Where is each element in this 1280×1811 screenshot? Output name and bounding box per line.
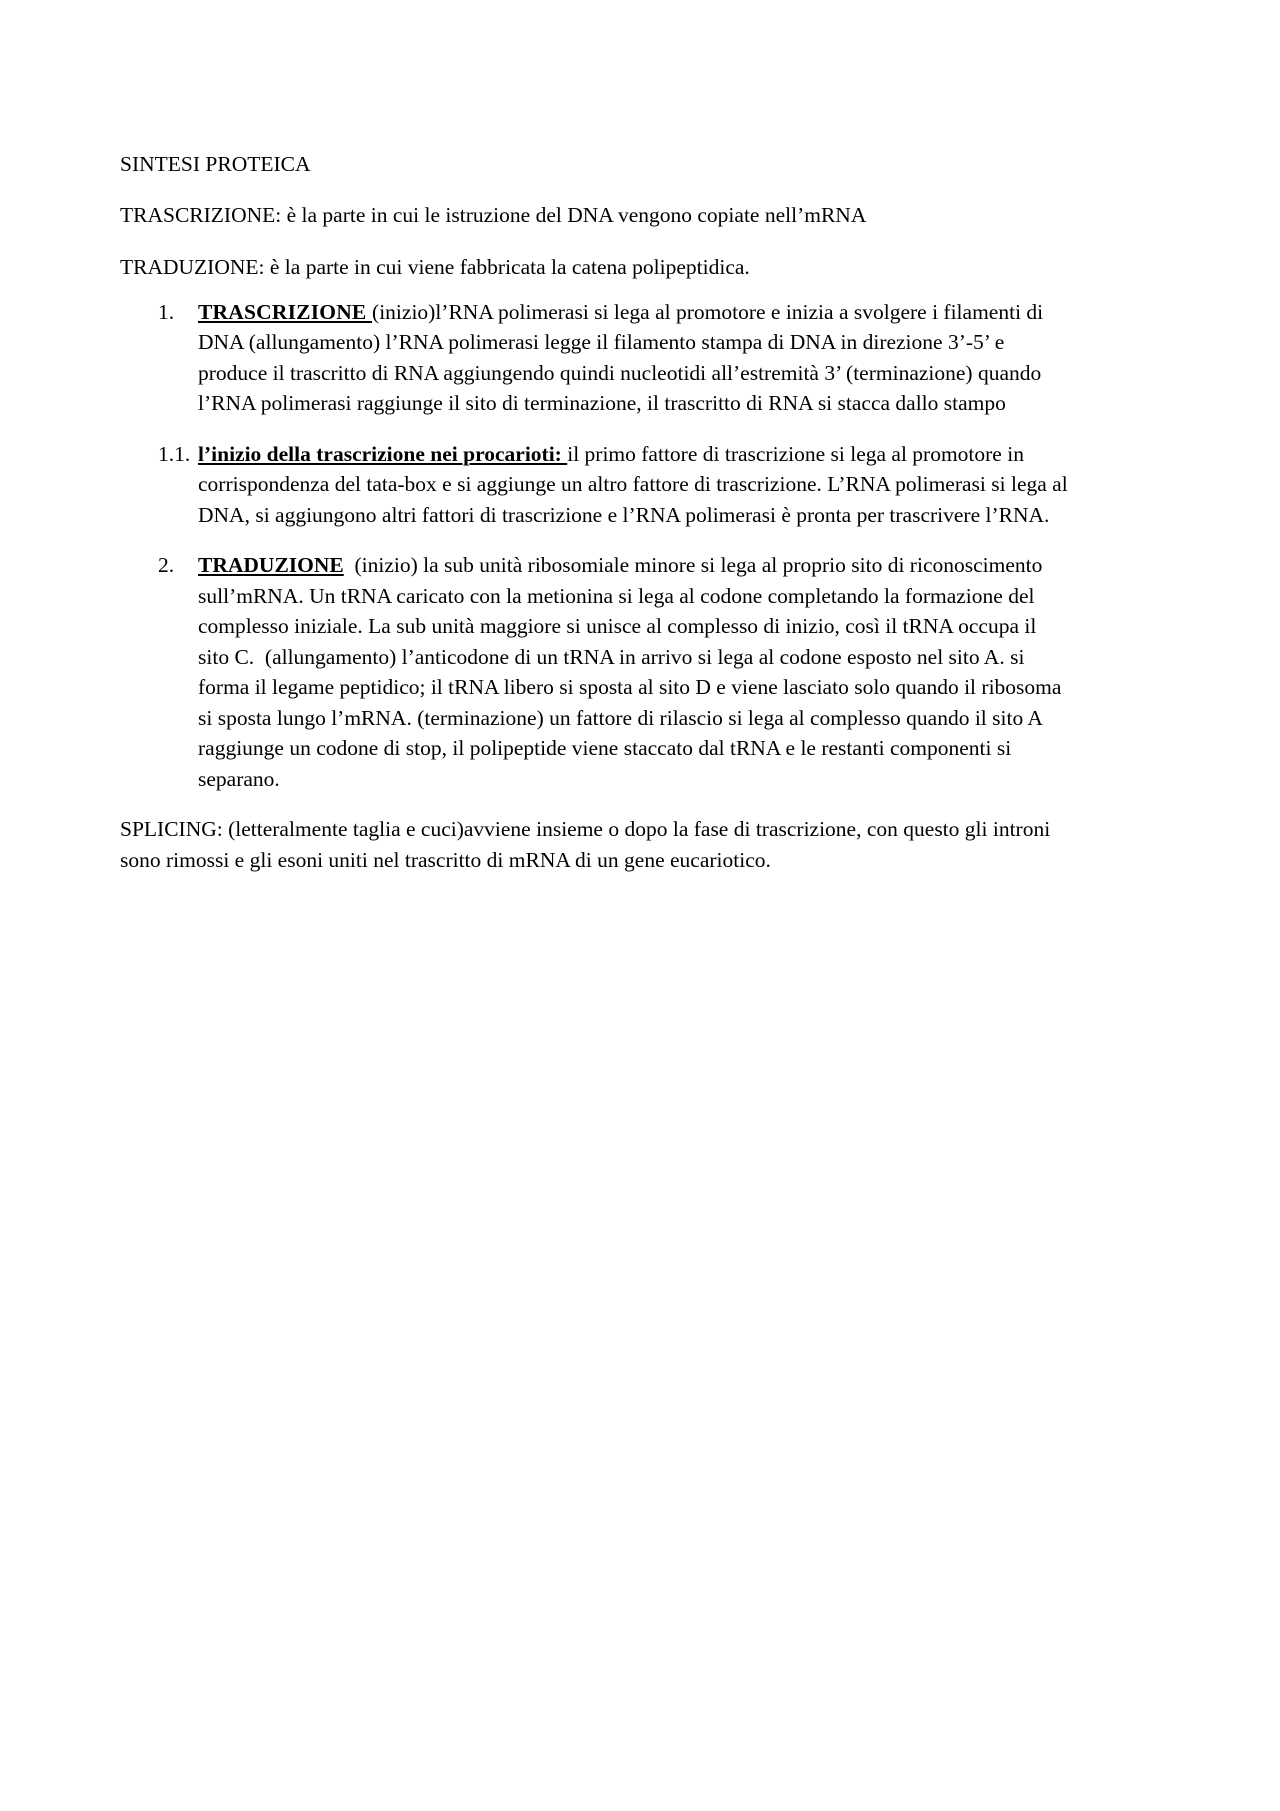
list-item-line: sito C. (allungamento) l’anticodone di un tRNA in arrivo si lega al codone esposto nel sito A. si xyxy=(198,644,1025,669)
keyword-trascrizione: TRASCRIZIONE xyxy=(198,299,373,324)
list-item-line: DNA (allungamento) l’RNA polimerasi legge il filamento stampa di DNA in direzione 3’-5’ e xyxy=(198,330,1005,354)
list-item-line: complesso iniziale. La sub unità maggiore si unisce al complesso di inizio, così il tRNA occupa il xyxy=(198,614,1037,638)
document-title: SINTESI PROTEICA xyxy=(120,152,311,176)
list-number: 1. xyxy=(158,299,175,324)
splicing-line: sono rimossi e gli esoni uniti nel trascritto di mRNA di un gene eucariotico. xyxy=(120,847,771,872)
list-item-text: (inizio) la sub unità ribosomiale minore si lega al proprio sito di riconoscimento xyxy=(343,553,1043,577)
keyword-inizio-procarioti: l’inizio della trascrizione nei procarioti: xyxy=(198,441,568,466)
list-number: 1.1. xyxy=(158,441,191,466)
definition-traduzione: TRADUZIONE: è la parte in cui viene fabbricata la catena polipeptidica. xyxy=(120,255,750,279)
list-item-line: raggiunge un codone di stop, il polipeptide viene staccato dal tRNA e le restanti componenti si xyxy=(198,736,1012,760)
list-item-line: l’RNA polimerasi raggiunge il sito di terminazione, il trascritto di RNA si stacca dallo stampo xyxy=(198,391,1006,415)
splicing-paragraph xyxy=(120,814,1172,875)
list-item-line: separano. xyxy=(198,766,280,791)
list-item-line: sull’mRNA. Un tRNA caricato con la metionina si lega al codone completando la formazione del xyxy=(198,583,1035,608)
list-item-line: corrispondenza del tata-box e si aggiunge un altro fattore di trascrizione. L’RNA polimerasi si lega al xyxy=(198,472,1068,496)
list-item-line: si sposta lungo l’mRNA. (terminazione) un fattore di rilascio si lega al complesso quando il sito A xyxy=(198,705,1043,730)
list-item-line xyxy=(198,550,1172,581)
document-body xyxy=(120,149,1172,897)
list-item-text: il primo fattore di trascrizione si lega al promotore in xyxy=(567,441,1024,466)
list-item-line xyxy=(198,439,1172,470)
list-item-traduzione xyxy=(120,550,1172,794)
keyword-traduzione: TRADUZIONE xyxy=(198,553,344,577)
list-item-line xyxy=(198,297,1172,328)
list-item-inizio-procarioti xyxy=(120,439,1172,531)
list-item-line: produce il trascritto di RNA aggiungendo quindi nucleotidi all’estremità 3’ (terminazione) quando xyxy=(198,360,1042,385)
list-item-text: (inizio)l’RNA polimerasi si lega al promotore e inizia a svolgere i filamenti di xyxy=(372,299,1044,324)
list-item-trascrizione xyxy=(120,297,1172,419)
list-item-line: forma il legame peptidico; il tRNA libero si sposta al sito D e viene lasciato solo quando il ribosoma xyxy=(198,675,1062,699)
list-item-line: DNA, si aggiungono altri fattori di trascrizione e l’RNA polimerasi è pronta per trascrivere l’RNA. xyxy=(198,502,1050,527)
splicing-line: SPLICING: (letteralmente taglia e cuci)avviene insieme o dopo la fase di trascrizione, con questo gli introni xyxy=(120,817,1051,841)
definition-trascrizione: TRASCRIZIONE: è la parte in cui le istruzione del DNA vengono copiate nell’mRNA xyxy=(120,202,867,227)
list-number: 2. xyxy=(158,553,175,577)
